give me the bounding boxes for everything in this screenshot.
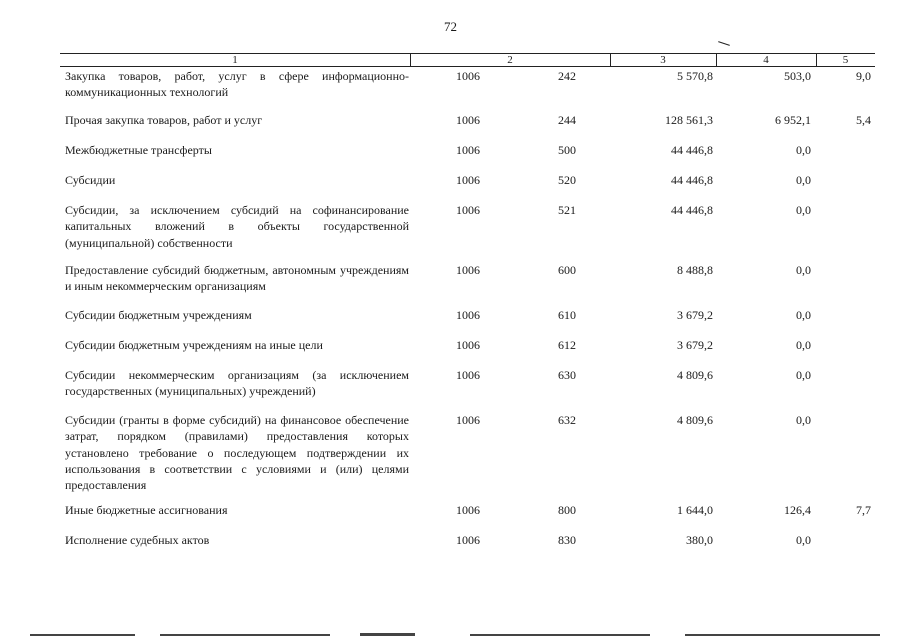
row-type-code: 612 bbox=[558, 338, 576, 352]
row-col3-value: 44 446,8 bbox=[671, 143, 713, 157]
column-header-4: 4 bbox=[763, 54, 769, 66]
row-col3-value: 128 561,3 bbox=[665, 113, 713, 127]
row-col3-value: 4 809,6 bbox=[677, 413, 713, 427]
row-type-code: 244 bbox=[558, 113, 576, 127]
row-name: Субсидии бюджетным учреждениям bbox=[65, 308, 252, 322]
row-col3-value: 8 488,8 bbox=[677, 263, 713, 277]
row-section-code: 1006 bbox=[456, 368, 480, 382]
scan-edge-line bbox=[685, 634, 880, 636]
row-name: Предоставление субсидий бюджетным, автономным учреждениям и иным некоммерческим организациям bbox=[65, 263, 409, 294]
row-name: Субсидии (гранты в форме субсидий) на финансовое обеспечение затрат, порядком (правилами) предоставления которых установлено требование о последующем подтверждении их использования в соответствии с условиями и (или) целями предоставления bbox=[65, 413, 409, 493]
header-bottom-border bbox=[60, 66, 875, 67]
row-col3-value: 1 644,0 bbox=[677, 503, 713, 517]
row-type-code: 800 bbox=[558, 503, 576, 517]
row-section-code: 1006 bbox=[456, 173, 480, 187]
row-type-code: 521 bbox=[558, 203, 576, 217]
row-col4-value: 0,0 bbox=[796, 368, 811, 382]
row-col4-value: 0,0 bbox=[796, 173, 811, 187]
row-col3-value: 44 446,8 bbox=[671, 173, 713, 187]
row-type-code: 520 bbox=[558, 173, 576, 187]
row-section-code: 1006 bbox=[456, 413, 480, 427]
row-type-code: 830 bbox=[558, 533, 576, 547]
row-section-code: 1006 bbox=[456, 308, 480, 322]
row-name: Закупка товаров, работ, услуг в сфере информационно-коммуникационных технологий bbox=[65, 69, 409, 100]
row-type-code: 242 bbox=[558, 69, 576, 83]
row-col4-value: 0,0 bbox=[796, 203, 811, 217]
row-name: Исполнение судебных актов bbox=[65, 533, 210, 547]
scan-edge-line bbox=[360, 633, 415, 636]
row-name: Субсидии некоммерческим организациям (за исключением государственных (муниципальных) учреждений) bbox=[65, 368, 409, 399]
row-section-code: 1006 bbox=[456, 69, 480, 83]
row-col4-value: 0,0 bbox=[796, 308, 811, 322]
row-col4-value: 0,0 bbox=[796, 338, 811, 352]
column-header-2: 2 bbox=[507, 54, 513, 66]
row-col4-value: 0,0 bbox=[796, 143, 811, 157]
row-section-code: 1006 bbox=[456, 338, 480, 352]
row-type-code: 610 bbox=[558, 308, 576, 322]
row-name: Субсидии, за исключением субсидий на софинансирование капитальных вложений в объекты государственной (муниципальной) собственности bbox=[65, 203, 409, 250]
row-section-code: 1006 bbox=[456, 113, 480, 127]
row-name: Межбюджетные трансферты bbox=[65, 143, 212, 157]
row-col4-value: 0,0 bbox=[796, 263, 811, 277]
row-name: Прочая закупка товаров, работ и услуг bbox=[65, 113, 263, 127]
row-col5-value: 5,4 bbox=[856, 113, 871, 127]
scan-edge-line bbox=[470, 634, 650, 636]
row-section-code: 1006 bbox=[456, 143, 480, 157]
column-header-5: 5 bbox=[842, 54, 849, 66]
row-col3-value: 44 446,8 bbox=[671, 203, 713, 217]
scan-edge-line bbox=[160, 634, 330, 636]
column-header-1: 1 bbox=[232, 54, 238, 66]
row-section-code: 1006 bbox=[456, 533, 480, 547]
row-col3-value: 5 570,8 bbox=[677, 69, 713, 83]
row-col3-value: 380,0 bbox=[686, 533, 713, 547]
scan-edge-line bbox=[30, 634, 135, 636]
row-section-code: 1006 bbox=[456, 503, 480, 517]
row-section-code: 1006 bbox=[456, 263, 480, 277]
row-section-code: 1006 bbox=[456, 203, 480, 217]
row-col4-value: 0,0 bbox=[796, 413, 811, 427]
row-col4-value: 503,0 bbox=[784, 69, 811, 83]
row-type-code: 630 bbox=[558, 368, 576, 382]
row-col4-value: 0,0 bbox=[796, 533, 811, 547]
row-type-code: 500 bbox=[558, 143, 576, 157]
row-col3-value: 4 809,6 bbox=[677, 368, 713, 382]
pen-mark bbox=[718, 41, 730, 46]
row-col3-value: 3 679,2 bbox=[677, 338, 713, 352]
row-name: Иные бюджетные ассигнования bbox=[65, 503, 228, 517]
row-col4-value: 126,4 bbox=[784, 503, 811, 517]
row-col4-value: 6 952,1 bbox=[775, 113, 811, 127]
row-col5-value: 9,0 bbox=[856, 69, 871, 83]
column-header-3: 3 bbox=[660, 54, 666, 66]
row-type-code: 632 bbox=[558, 413, 576, 427]
row-name: Субсидии bbox=[65, 173, 116, 187]
page-number: 72 bbox=[444, 19, 457, 34]
row-col3-value: 3 679,2 bbox=[677, 308, 713, 322]
row-name: Субсидии бюджетным учреждениям на иные цели bbox=[65, 338, 323, 352]
row-col5-value: 7,7 bbox=[856, 503, 871, 517]
row-type-code: 600 bbox=[558, 263, 576, 277]
table-header-row bbox=[60, 54, 875, 66]
